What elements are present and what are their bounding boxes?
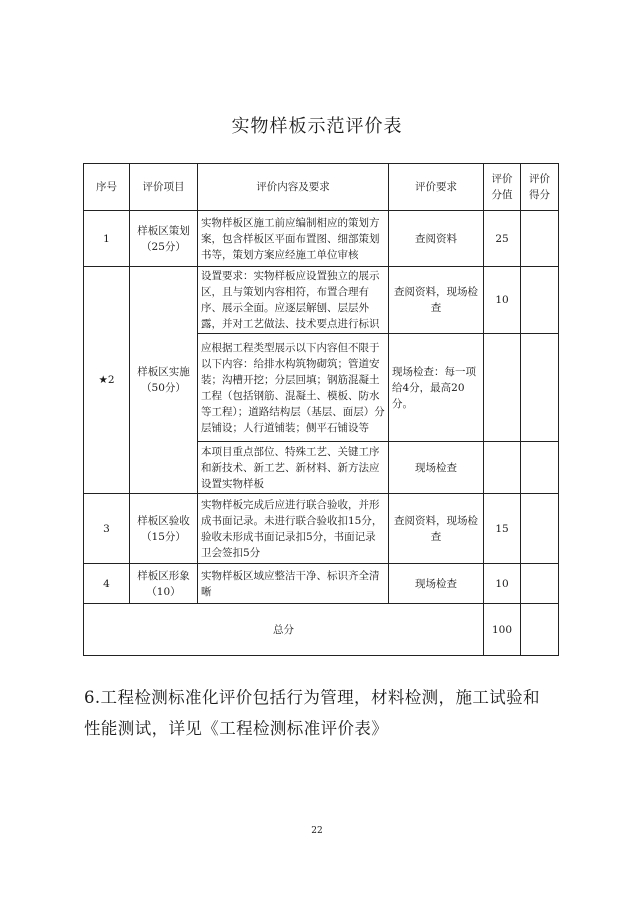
row-req: 查阅资料，现场检查: [389, 267, 484, 334]
row-item: 样板区实施 （50分）: [130, 267, 198, 494]
total-label: 总分: [84, 604, 484, 656]
table-header-row: [84, 164, 559, 211]
row-got: [521, 267, 559, 334]
evaluation-table: [83, 163, 559, 656]
row-seq: 1: [84, 211, 130, 267]
row-content: 应根据工程类型展示以下内容但不限于以下内容：给排水构筑物砌筑；管道安装；沟槽开挖；分层回填；钢筋混凝土工程（包括钢筋、混凝土、模板、防水等工程）；道路结构层（基层、面层）分层铺设；人行道铺装；侧平石铺设等: [198, 334, 389, 442]
header-got: 评价 得分: [521, 164, 559, 211]
row-item: 样板区策划 （25分）: [130, 211, 198, 267]
header-score: 评价 分值: [484, 164, 521, 211]
body-paragraph: 6.工程检测标准化评价包括行为管理，材料检测，施工试验和性能测试，详见《工程检测标准评价表》: [84, 688, 540, 738]
row-got: [521, 211, 559, 267]
row-score: 10: [484, 267, 521, 334]
row-content: 本项目重点部位、特殊工艺、关键工序和新技术、新工艺、新材料、新方法应设置实物样板: [198, 442, 389, 494]
table-row: [84, 564, 559, 604]
row-req: 现场检查: [389, 564, 484, 604]
row-score: 25: [484, 211, 521, 267]
row-item: 样板区验收 （15分）: [130, 494, 198, 564]
row-seq: 4: [84, 564, 130, 604]
row-content: 实物样板区施工前应编制相应的策划方案，包含样板区平面布置图、细部策划书等，策划方案应经施工单位审核: [198, 211, 389, 267]
header-item: 评价项目: [130, 164, 198, 211]
header-seq: 序号: [84, 164, 130, 211]
page-title: 实物样板示范评价表: [231, 116, 403, 137]
table-row: [84, 494, 559, 564]
row-score: [484, 334, 521, 442]
row-req: 查阅资料: [389, 211, 484, 267]
row-content: 实物样板完成后应进行联合验收，并形成书面记录。未进行联合验收扣15分，验收未形成书面记录扣5分，书面记录卫会签扣5分: [198, 494, 389, 564]
total-got: [521, 604, 559, 656]
total-score: 100: [484, 604, 521, 656]
header-req: 评价要求: [389, 164, 484, 211]
row-req: 现场检查：每一项给4分，最高20分。: [389, 334, 484, 442]
row-got: [521, 442, 559, 494]
row-item: 样板区形象 （10）: [130, 564, 198, 604]
row-score: [484, 442, 521, 494]
row-got: [521, 334, 559, 442]
row-got: [521, 494, 559, 564]
row-content: 实物样板区域应整洁干净、标识齐全清晰: [198, 564, 389, 604]
row-seq: 3: [84, 494, 130, 564]
row-score: 15: [484, 494, 521, 564]
row-got: [521, 564, 559, 604]
row-req: 现场检查: [389, 442, 484, 494]
header-content: 评价内容及要求: [198, 164, 389, 211]
page-number: 22: [311, 826, 323, 836]
row-content: 设置要求：实物样板应设置独立的展示区，且与策划内容相符，布置合理有序、展示全面。应逐层解刨、层层外露，并对工艺做法、技术要点进行标识: [198, 267, 389, 334]
total-row: [84, 604, 559, 656]
table-row: [84, 211, 559, 267]
table-row: [84, 267, 559, 334]
row-score: 10: [484, 564, 521, 604]
row-req: 查阅资料，现场检查: [389, 494, 484, 564]
row-seq: ★2: [84, 267, 130, 494]
